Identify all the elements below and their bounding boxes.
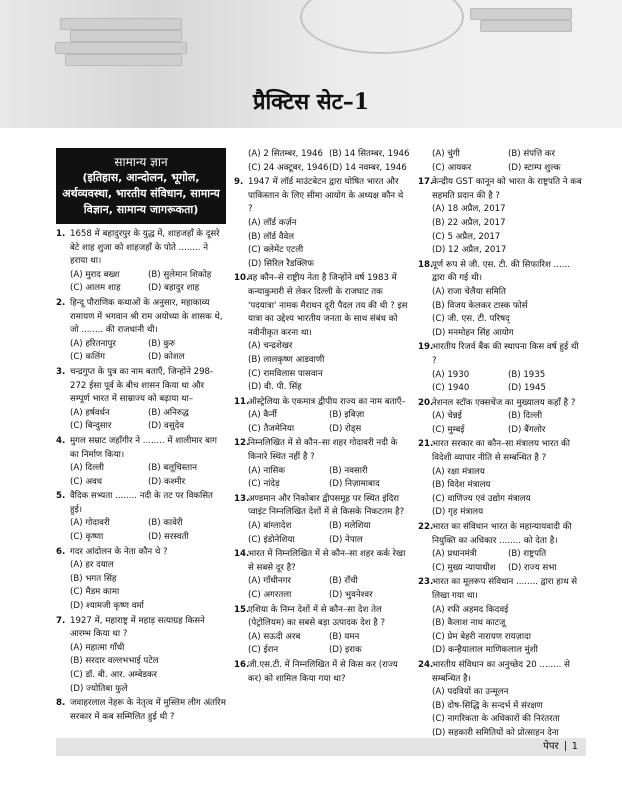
question-body: 1658 में बहादुरपुर के युद्ध में, शाहजहाँ के दूसरे बेटे शाह शुजा को शाहजहाँ के पोते ........ ने हराया था। — [70, 229, 220, 267]
question-number: 4. — [56, 435, 66, 446]
question-text — [56, 490, 226, 517]
question-number: 19. — [418, 342, 434, 353]
question-item — [56, 435, 226, 489]
options — [418, 286, 584, 340]
option: (D) कोशल — [148, 352, 185, 363]
question-text — [234, 272, 410, 340]
question-body: भारत का संविधान भारत के महान्यायवादी की नियुक्ति का अधिकार ........ को देता है। — [432, 522, 572, 546]
option: (C) मैडम कामा — [70, 587, 120, 598]
question-number: 15. — [234, 604, 250, 615]
question-item — [56, 546, 226, 614]
books-decoration — [65, 54, 182, 66]
question-body: गदर आंदोलन के नेता कौन थे ? — [70, 546, 168, 557]
question-text — [234, 548, 410, 575]
option: (B) दोष-सिद्धि के सन्दर्भ में संरक्षण — [432, 700, 543, 711]
question-text — [56, 366, 226, 407]
question-number: 11. — [234, 396, 250, 407]
question-text — [56, 697, 226, 724]
page-number: 1 — [571, 741, 578, 752]
option: (D) रोड्स — [329, 423, 362, 434]
question-number: 24. — [418, 659, 434, 670]
question-text — [56, 297, 226, 338]
option: (B) बलूचिस्तान — [148, 463, 197, 474]
section-header-subjects: (इतिहास, आन्दोलन, भूगोल, अर्थव्यवस्था, भारतीय संविधान, सामान्य विज्ञान, सामान्य जागरूकता) — [62, 171, 220, 216]
option: (B) कावेरी — [148, 518, 183, 529]
question-number: 13. — [234, 493, 250, 504]
option: (C) नांदेड़ — [248, 479, 280, 490]
option: (A) नासिक — [248, 465, 285, 476]
option: (D) राज्य सभा — [508, 562, 557, 573]
option: (B) कुरु — [148, 338, 176, 349]
continued-options — [234, 148, 410, 175]
options — [234, 631, 410, 658]
option: (A) रक्षा मंत्रालय — [432, 466, 485, 477]
option: (C) बिन्दुसार — [70, 421, 112, 432]
options — [418, 604, 584, 658]
option: (B) विदेश मंत्रालय — [432, 480, 491, 491]
question-number: 7. — [56, 615, 66, 626]
question-list — [234, 176, 410, 686]
option: (B) राष्ट्रपति — [508, 549, 547, 560]
question-body: नेशनल स्टॉक एक्सचेंज का मुख्यालय कहाँ है ? — [432, 397, 576, 408]
column-3 — [418, 148, 584, 741]
question-item — [234, 548, 410, 602]
option: (C) डॉ. बी. आर. अम्बेडकर — [70, 670, 158, 680]
option: (C) अवध — [70, 476, 103, 487]
option: (B) विजय केलकर टास्क फोर्स — [432, 300, 528, 311]
column-2 — [234, 148, 410, 686]
section-header — [56, 148, 226, 224]
option: (A) लॉर्ड कर्ज़न — [248, 217, 297, 228]
options — [234, 340, 410, 394]
question-item — [418, 259, 584, 341]
question-item — [418, 438, 584, 520]
options — [56, 462, 226, 489]
option: (A) रफी अहमद किदवई — [432, 604, 509, 615]
option: (B) यमन — [329, 631, 360, 642]
page-title: प्रैक्टिस सेट–1 — [252, 89, 370, 115]
option: (B) मलेशिया — [329, 521, 371, 532]
option: (A) राजा चेलैया समिति — [432, 286, 506, 297]
question-text — [418, 341, 584, 368]
question-number: 10. — [234, 273, 250, 284]
option: (D) 12 अप्रैल, 2017 — [432, 245, 507, 256]
question-body: केन्द्रीय GST कानून को भारत के राष्ट्रपति ने कब सहमति प्रदान की है ? — [432, 177, 582, 201]
option: (A) कैर्नी — [248, 410, 277, 421]
option: (A) गाँधीनगर — [248, 576, 292, 587]
option: (D) कन्हैयालाल माणिकलाल मुंशी — [432, 645, 538, 656]
option: (D) स्टाम्प शुल्क — [508, 162, 561, 173]
option: (B) लालकृष्ण आडवाणी — [248, 354, 325, 365]
option: (C) ईरान — [248, 645, 279, 656]
options — [56, 407, 226, 434]
option: (D) ज्योतिबा फुले — [70, 683, 128, 694]
option: (C) 5 अप्रैल, 2017 — [432, 231, 501, 242]
lamp-decoration — [300, 0, 464, 54]
footer-divider — [565, 741, 566, 751]
option: (D) 14 नवम्बर, 1946 — [329, 162, 407, 173]
option: (A) 2 सितम्बर, 1946 — [248, 149, 323, 159]
question-item — [56, 228, 226, 296]
question-item — [56, 697, 226, 724]
question-item — [418, 341, 584, 395]
option: (C) 24 अक्टूबर, 1946 — [248, 162, 329, 173]
option: (A) चेन्नई — [432, 411, 462, 422]
options — [56, 642, 226, 696]
options — [234, 575, 410, 602]
question-item — [234, 272, 410, 394]
option: (C) प्रेम बेहरी नारायण रायज़ादा — [432, 631, 531, 642]
option: (C) वाणिज्य एवं उद्योग मंत्रालय — [432, 493, 531, 504]
question-item — [234, 604, 410, 658]
option: (B) 14 सितम्बर, 1946 — [329, 149, 410, 159]
question-body: वैदिक सभ्यता ........ नदी के तट पर विकसित हुई। — [70, 491, 213, 515]
question-text — [418, 438, 584, 465]
question-number: 20. — [418, 397, 434, 408]
option: (C) मुम्बई — [432, 424, 465, 435]
option: (A) 1930 — [432, 369, 470, 380]
question-item — [56, 615, 226, 697]
books-decoration — [55, 42, 187, 54]
option: (B) इबिज़ा — [329, 410, 365, 421]
option: (C) इंडोनेशिया — [248, 534, 295, 545]
option: (A) दिल्ली — [70, 463, 105, 474]
options — [56, 559, 226, 613]
question-number: 22. — [418, 522, 434, 533]
question-item — [234, 493, 410, 547]
footer-label: पेपर — [543, 741, 559, 752]
option: (A) चुंगी — [432, 149, 460, 159]
question-body: हिन्दू पौराणिक कथाओं के अनुसार, महाकाव्य रामायण में भगवान श्री राम अयोध्या के शासक थे, जो ........ की राजधानी थी। — [70, 297, 223, 336]
question-item — [56, 297, 226, 365]
question-item — [234, 659, 410, 686]
question-body: भारत सरकार का कौन–सा मंत्रालय भारत की विदेशी व्यापार नीति से सम्बन्धित है ? — [432, 439, 570, 464]
option: (A) महात्मा गाँधी — [70, 642, 125, 653]
options — [234, 465, 410, 492]
options — [56, 269, 226, 296]
question-number: 12. — [234, 438, 250, 449]
options — [234, 217, 410, 271]
books-decoration — [70, 30, 182, 42]
question-list — [418, 176, 584, 740]
option: (A) हरितनापुर — [70, 338, 116, 349]
question-item — [418, 397, 584, 438]
options — [56, 338, 226, 365]
options — [418, 466, 584, 520]
option: (B) सरदार वल्लभभाई पटेल — [70, 656, 159, 667]
question-text — [234, 659, 410, 686]
question-number: 21. — [418, 439, 434, 450]
option: (D) कश्मीर — [148, 476, 186, 487]
question-text — [56, 615, 226, 642]
option: (C) कलिंग — [70, 352, 105, 363]
options — [418, 203, 584, 257]
option: (C) कृष्णा — [70, 532, 104, 543]
option: (B) संपत्ति कर — [508, 149, 556, 159]
question-body: जवाहरलाल नेहरू के नेतृत्व में मुस्लिम लीग अंतरिम सरकार में कब सम्मिलित हुई थी ? — [70, 698, 226, 722]
option: (D) वसुदेव — [148, 421, 184, 432]
option: (B) दिल्ली — [508, 411, 543, 422]
options — [418, 410, 584, 437]
question-text — [234, 396, 410, 410]
question-number: 18. — [418, 259, 434, 270]
question-body: 1947 में लॉर्ड माउंटबेटन द्वारा घोषित भारत और पाकिस्तान के लिए सीमा आयोग के अध्यक्ष कौन थे ? — [248, 177, 404, 215]
books-decoration — [470, 8, 572, 20]
option: (C) तैजमेनिया — [248, 423, 295, 434]
question-body: वह कौन–से राष्ट्रीय नेता है जिन्होंने वर्ष 1983 में कन्याकुमारी से लेकर दिल्ली के राजघाट तक 'पदयात्रा' नामक मैराथन दूरी पैदल तय की थी ? इस यात्रा का उद्देश्य भारतीय जनता के साथ संबंध को नवीनीकृत करना था। — [248, 273, 408, 338]
question-body: भारत का मूलरूप संविधान ........ द्वारा हाथ से लिखा गया था। — [432, 577, 578, 601]
option: (D) नेपाल — [329, 534, 363, 545]
option: (C) जी. एस. टी. परिषद् — [432, 314, 510, 325]
option: (C) मुख्य न्यायाधीश — [432, 562, 496, 573]
question-number: 17. — [418, 177, 434, 188]
question-text — [234, 176, 410, 217]
question-body: जी.एस.टी. में निम्नलिखित में से किस कर (राज्य कर) को शामिल किया गया था? — [248, 659, 398, 684]
question-body: चन्द्रगुप्त के पुत्र का नाम बताएँ, जिन्होंने 298-272 ईसा पूर्व के बीच शासन किया था और सम्पूर्ण भारत में साम्राज्य को बढ़ाया था– — [70, 366, 214, 405]
option: (D) सरस्वती — [148, 532, 189, 543]
option: (D) 1945 — [508, 383, 546, 394]
question-body: भारत में निम्नलिखित में से कौन–सा शहर कर्क रेखा से सबसे दूर है? — [248, 549, 406, 573]
question-item — [418, 176, 584, 258]
option: (B) सुलेमान शिकोह — [148, 269, 212, 280]
books-decoration — [60, 18, 182, 30]
option: (C) नागरिकता के अधिकारों की निरंतरता — [432, 714, 560, 725]
option: (C) आयकर — [432, 162, 472, 173]
question-body: अण्डमान और निकोबार द्वीपसमूह पर स्थित इंदिरा प्वाइंट निम्नलिखित देशों में से किसके निकटतम है? — [248, 493, 405, 518]
question-item — [234, 176, 410, 271]
option: (C) अगरतला — [248, 590, 292, 600]
option: (D) सहकारी समितियों को प्रोत्साहन देना — [432, 727, 559, 738]
question-item — [418, 576, 584, 658]
option: (A) चन्द्रशेखर — [248, 341, 293, 352]
question-list — [56, 228, 226, 724]
question-body: भारतीय रिजर्व बैंक की स्थापना किस वर्ष हुई थी ? — [432, 342, 579, 366]
section-header-title: सामान्य ज्ञान — [114, 155, 168, 169]
option: (A) 18 अप्रैल, 2017 — [432, 204, 506, 215]
option: (D) इराक — [329, 645, 362, 656]
question-body: ऑस्ट्रेलिया के एकमात्र द्वीपीय राज्य का नाम बताएँ– — [248, 396, 406, 407]
option: (C) 1940 — [432, 383, 470, 394]
option: (A) गोदावरी — [70, 518, 110, 529]
question-number: 9. — [234, 177, 244, 188]
options — [418, 369, 584, 396]
question-text — [418, 659, 584, 686]
option: (B) 1935 — [508, 369, 546, 380]
option: (A) पदवियों का उन्मूलन — [432, 687, 509, 698]
question-number: 16. — [234, 659, 250, 670]
option: (D) निज़ामाबाद — [329, 479, 380, 490]
question-number: 23. — [418, 577, 434, 588]
options — [418, 548, 584, 575]
option: (B) कैलाश नाथ काटजू — [432, 618, 506, 629]
question-text — [418, 397, 584, 411]
question-text — [56, 228, 226, 269]
question-text — [56, 546, 226, 560]
question-body: मुगल सम्राट जहाँगीर ने ........ में शालीमार बाग का निर्माण किया। — [70, 435, 217, 460]
option: (B) राँची — [329, 576, 358, 587]
options — [234, 520, 410, 547]
option: (D) भुवनेश्वर — [329, 590, 373, 600]
question-item — [418, 521, 584, 575]
header-banner — [0, 0, 622, 128]
books-decoration — [480, 20, 572, 32]
option: (A) मुराद बख्श — [70, 269, 120, 280]
options — [56, 517, 226, 544]
option: (D) श्यामजी कृष्ण वर्मा — [70, 601, 144, 612]
option: (B) भगत सिंह — [70, 573, 117, 584]
question-body: निम्नलिखित में से कौन–सा शहर गोदावरी नदी के किनारे स्थित नहीं है ? — [248, 438, 398, 463]
question-text — [418, 176, 584, 203]
option: (A) प्रधानमंत्री — [432, 549, 477, 560]
question-number: 14. — [234, 549, 250, 560]
question-number: 2. — [56, 297, 66, 308]
question-text — [234, 604, 410, 631]
option: (D) वी. पी. सिंह — [248, 382, 302, 393]
question-number: 3. — [56, 366, 66, 377]
option: (C) आलम शाह — [70, 283, 121, 294]
question-item — [56, 366, 226, 434]
option: (A) हर्षवर्धन — [70, 407, 110, 418]
column-1 — [56, 148, 226, 724]
question-number: 5. — [56, 491, 66, 502]
question-text — [418, 576, 584, 603]
question-body: एशिया के निम्न देशों में से कौन–सा देश तेल (पेट्रोलियम) का सबसे बड़ा उत्पादक देश है ? — [248, 604, 386, 629]
question-item — [56, 490, 226, 544]
question-item — [234, 396, 410, 437]
question-body: पूर्ण रूप से जी. एस. टी. की सिफारिश ...... द्वारा की गई थी। — [432, 259, 570, 284]
option: (B) 22 अप्रैल, 2017 — [432, 217, 506, 228]
question-number: 8. — [56, 698, 66, 709]
option: (B) अनिरुद्ध — [148, 407, 189, 418]
option: (A) सऊदी अरब — [248, 631, 301, 642]
page-footer — [56, 738, 586, 756]
question-body: 1927 में, महाराष्ट्र में महाड़ सत्याग्रह किसने आरम्भ किया था ? — [70, 615, 205, 640]
question-body: भारतीय संविधान का अनुच्छेद 20 ........ से सम्बन्धित है। — [432, 659, 570, 684]
options — [418, 686, 584, 740]
question-text — [234, 437, 410, 464]
question-text — [56, 435, 226, 462]
option: (C) क्लेमेंट एटली — [248, 245, 304, 256]
option: (D) सिरिल रैडक्लिफ — [248, 258, 314, 269]
question-item — [418, 659, 584, 741]
option: (D) गृह मंत्रालय — [432, 507, 484, 518]
option: (A) बांग्लादेश — [248, 521, 292, 532]
option: (B) लॉर्ड वैवेल — [248, 231, 295, 242]
question-number: 6. — [56, 546, 66, 557]
option: (C) रामविलास पासवान — [248, 368, 323, 379]
option: (B) नवसारी — [329, 465, 368, 476]
question-text — [234, 493, 410, 520]
option: (A) हर दयाल — [70, 560, 114, 571]
question-text — [418, 521, 584, 548]
continued-options — [418, 148, 584, 175]
question-number: 1. — [56, 229, 66, 239]
option: (D) बहादुर शाह — [148, 283, 200, 294]
question-item — [234, 437, 410, 491]
option: (D) बैंगलोर — [508, 424, 546, 435]
question-text — [418, 259, 584, 286]
option: (D) मनमोहन सिंह आयोग — [432, 327, 514, 338]
options — [234, 409, 410, 436]
